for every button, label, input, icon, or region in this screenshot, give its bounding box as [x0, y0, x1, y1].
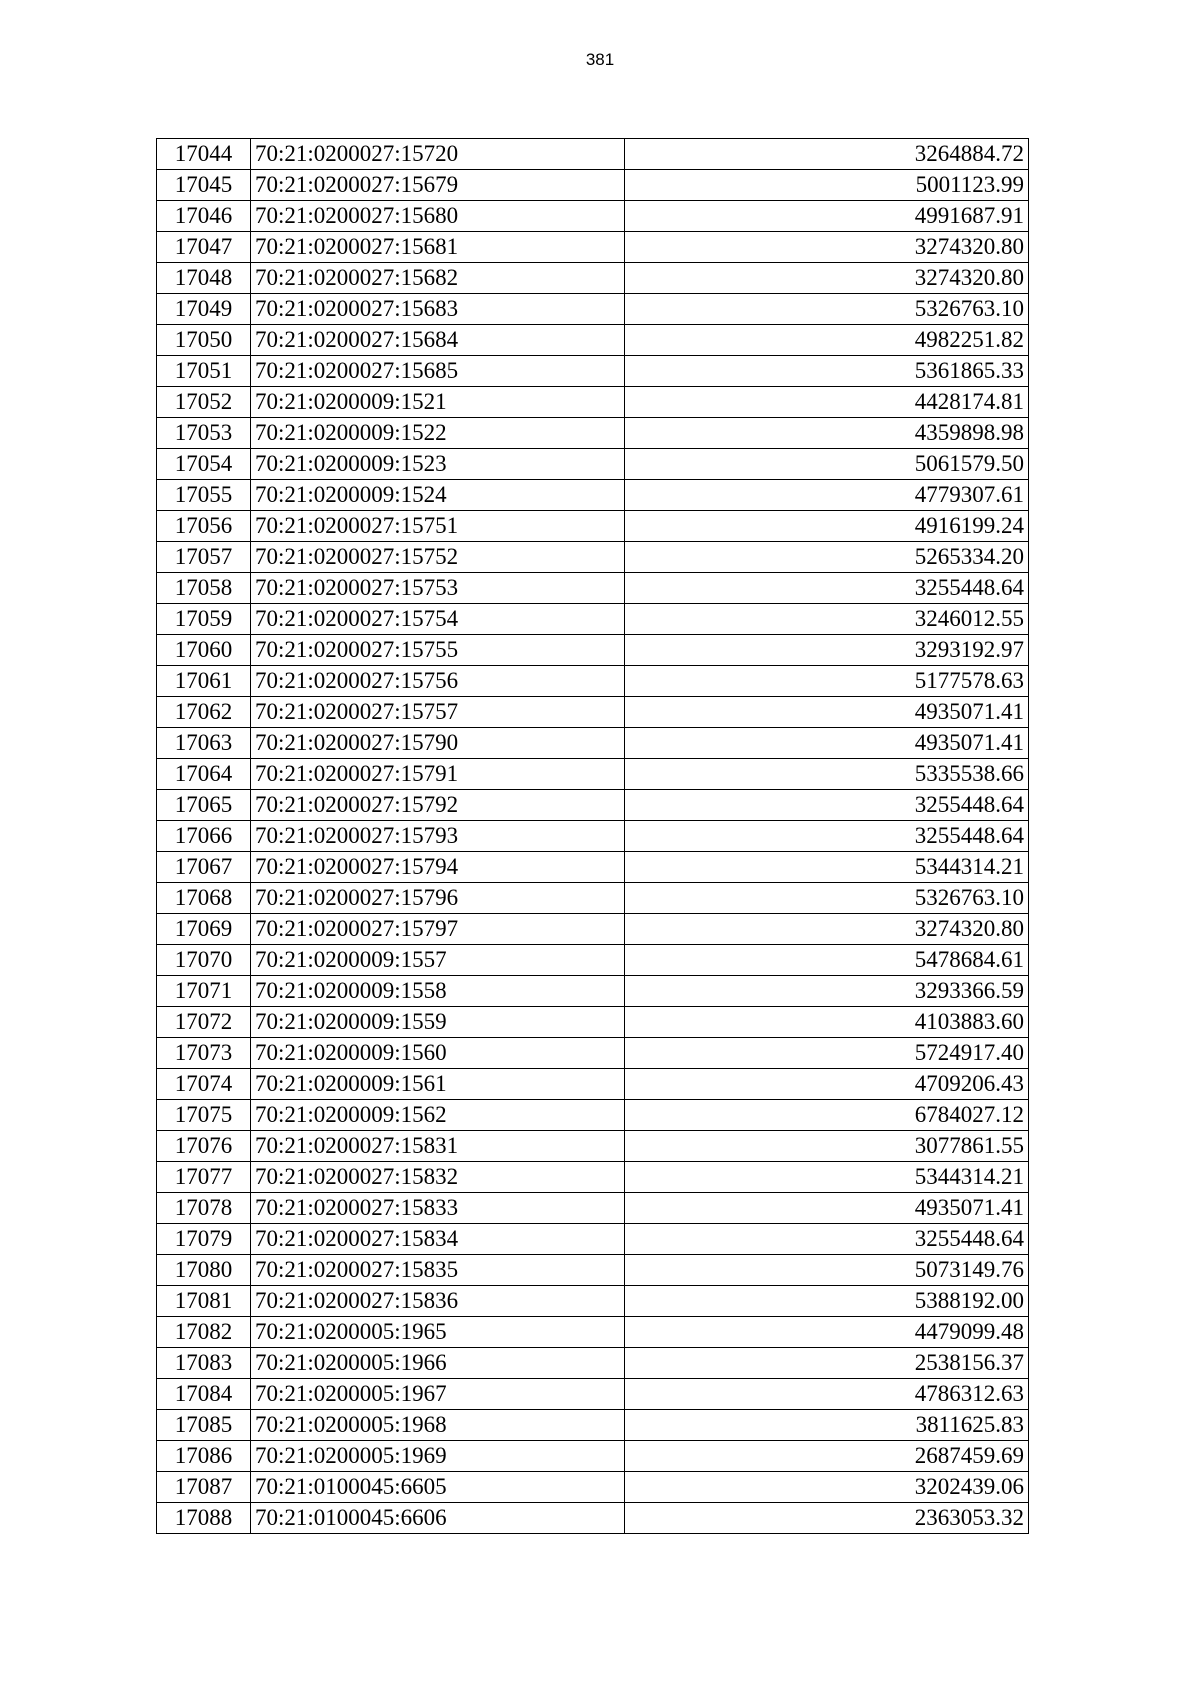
cadastral-number-cell: 70:21:0200027:15792 [251, 790, 625, 821]
table-row [157, 294, 1029, 325]
cadastral-number-cell: 70:21:0100045:6605 [251, 1472, 625, 1503]
cadastral-number-cell: 70:21:0200009:1558 [251, 976, 625, 1007]
table-row [157, 170, 1029, 201]
table-row [157, 263, 1029, 294]
row-number-cell: 17055 [157, 480, 251, 511]
row-number-cell: 17062 [157, 697, 251, 728]
table-row [157, 914, 1029, 945]
cadastral-number-cell: 70:21:0200027:15720 [251, 139, 625, 170]
table-body [157, 139, 1029, 1534]
row-number-cell: 17051 [157, 356, 251, 387]
table-row [157, 232, 1029, 263]
cadastral-value-cell: 4359898.98 [625, 418, 1029, 449]
row-number-cell: 17066 [157, 821, 251, 852]
cadastral-value-cell: 3293192.97 [625, 635, 1029, 666]
cadastral-value-cell: 5724917.40 [625, 1038, 1029, 1069]
row-number-cell: 17080 [157, 1255, 251, 1286]
cadastral-number-cell: 70:21:0100045:6606 [251, 1503, 625, 1534]
table-row [157, 1131, 1029, 1162]
cadastral-number-cell: 70:21:0200027:15754 [251, 604, 625, 635]
row-number-cell: 17076 [157, 1131, 251, 1162]
cadastral-number-cell: 70:21:0200009:1523 [251, 449, 625, 480]
row-number-cell: 17045 [157, 170, 251, 201]
cadastral-value-cell: 4786312.63 [625, 1379, 1029, 1410]
table-row [157, 1317, 1029, 1348]
cadastral-number-cell: 70:21:0200027:15682 [251, 263, 625, 294]
table-row [157, 325, 1029, 356]
cadastral-value-cell: 3274320.80 [625, 263, 1029, 294]
row-number-cell: 17054 [157, 449, 251, 480]
cadastral-value-cell: 4935071.41 [625, 1193, 1029, 1224]
cadastral-number-cell: 70:21:0200009:1561 [251, 1069, 625, 1100]
cadastral-value-cell: 3811625.83 [625, 1410, 1029, 1441]
table-row [157, 542, 1029, 573]
cadastral-number-cell: 70:21:0200027:15753 [251, 573, 625, 604]
cadastral-value-cell: 5361865.33 [625, 356, 1029, 387]
cadastral-number-cell: 70:21:0200027:15755 [251, 635, 625, 666]
cadastral-number-cell: 70:21:0200027:15833 [251, 1193, 625, 1224]
row-number-cell: 17053 [157, 418, 251, 449]
row-number-cell: 17082 [157, 1317, 251, 1348]
cadastral-number-cell: 70:21:0200027:15680 [251, 201, 625, 232]
cadastral-value-cell: 5344314.21 [625, 852, 1029, 883]
page-number: 381 [585, 50, 615, 69]
table-row [157, 759, 1029, 790]
cadastral-value-cell: 3274320.80 [625, 232, 1029, 263]
table-row [157, 356, 1029, 387]
row-number-cell: 17086 [157, 1441, 251, 1472]
cadastral-value-cell: 5177578.63 [625, 666, 1029, 697]
cadastral-number-cell: 70:21:0200027:15752 [251, 542, 625, 573]
cadastral-number-cell: 70:21:0200005:1968 [251, 1410, 625, 1441]
row-number-cell: 17073 [157, 1038, 251, 1069]
row-number-cell: 17050 [157, 325, 251, 356]
table-row [157, 573, 1029, 604]
table-row [157, 201, 1029, 232]
cadastral-number-cell: 70:21:0200005:1965 [251, 1317, 625, 1348]
cadastral-number-cell: 70:21:0200005:1967 [251, 1379, 625, 1410]
cadastral-number-cell: 70:21:0200027:15796 [251, 883, 625, 914]
row-number-cell: 17085 [157, 1410, 251, 1441]
row-number-cell: 17068 [157, 883, 251, 914]
cadastral-number-cell: 70:21:0200027:15683 [251, 294, 625, 325]
table-row [157, 635, 1029, 666]
table-row [157, 1100, 1029, 1131]
table-row [157, 1286, 1029, 1317]
cadastral-number-cell: 70:21:0200027:15751 [251, 511, 625, 542]
row-number-cell: 17061 [157, 666, 251, 697]
cadastral-value-cell: 4935071.41 [625, 697, 1029, 728]
cadastral-number-cell: 70:21:0200027:15793 [251, 821, 625, 852]
table-row [157, 1069, 1029, 1100]
row-number-cell: 17052 [157, 387, 251, 418]
cadastral-value-cell: 5073149.76 [625, 1255, 1029, 1286]
cadastral-value-cell: 4479099.48 [625, 1317, 1029, 1348]
cadastral-value-cell: 5061579.50 [625, 449, 1029, 480]
cadastral-value-cell: 5326763.10 [625, 294, 1029, 325]
cadastral-value-cell: 3293366.59 [625, 976, 1029, 1007]
row-number-cell: 17067 [157, 852, 251, 883]
cadastral-value-cell: 3202439.06 [625, 1472, 1029, 1503]
cadastral-number-cell: 70:21:0200027:15835 [251, 1255, 625, 1286]
table-row [157, 1472, 1029, 1503]
cadastral-number-cell: 70:21:0200009:1557 [251, 945, 625, 976]
row-number-cell: 17079 [157, 1224, 251, 1255]
table-row [157, 666, 1029, 697]
cadastral-value-cell: 5344314.21 [625, 1162, 1029, 1193]
cadastral-value-table [156, 138, 1029, 1534]
row-number-cell: 17072 [157, 1007, 251, 1038]
table-row [157, 1162, 1029, 1193]
row-number-cell: 17077 [157, 1162, 251, 1193]
cadastral-value-cell: 3255448.64 [625, 821, 1029, 852]
row-number-cell: 17081 [157, 1286, 251, 1317]
row-number-cell: 17059 [157, 604, 251, 635]
table-row [157, 387, 1029, 418]
cadastral-value-cell: 4991687.91 [625, 201, 1029, 232]
cadastral-value-cell: 3274320.80 [625, 914, 1029, 945]
row-number-cell: 17084 [157, 1379, 251, 1410]
table-row [157, 697, 1029, 728]
cadastral-value-cell: 4779307.61 [625, 480, 1029, 511]
table-row [157, 821, 1029, 852]
table-row [157, 945, 1029, 976]
cadastral-number-cell: 70:21:0200027:15836 [251, 1286, 625, 1317]
row-number-cell: 17056 [157, 511, 251, 542]
cadastral-value-cell: 5388192.00 [625, 1286, 1029, 1317]
cadastral-value-cell: 5478684.61 [625, 945, 1029, 976]
table-row [157, 449, 1029, 480]
row-number-cell: 17083 [157, 1348, 251, 1379]
table-row [157, 1038, 1029, 1069]
row-number-cell: 17048 [157, 263, 251, 294]
row-number-cell: 17065 [157, 790, 251, 821]
table-row [157, 1255, 1029, 1286]
cadastral-value-cell: 4709206.43 [625, 1069, 1029, 1100]
cadastral-number-cell: 70:21:0200009:1559 [251, 1007, 625, 1038]
cadastral-number-cell: 70:21:0200027:15831 [251, 1131, 625, 1162]
table-row [157, 480, 1029, 511]
cadastral-number-cell: 70:21:0200005:1966 [251, 1348, 625, 1379]
cadastral-value-cell: 4428174.81 [625, 387, 1029, 418]
row-number-cell: 17070 [157, 945, 251, 976]
row-number-cell: 17058 [157, 573, 251, 604]
cadastral-number-cell: 70:21:0200009:1524 [251, 480, 625, 511]
table-row [157, 852, 1029, 883]
row-number-cell: 17071 [157, 976, 251, 1007]
table-row [157, 1348, 1029, 1379]
cadastral-value-cell: 4916199.24 [625, 511, 1029, 542]
cadastral-number-cell: 70:21:0200027:15797 [251, 914, 625, 945]
cadastral-value-cell: 5335538.66 [625, 759, 1029, 790]
row-number-cell: 17064 [157, 759, 251, 790]
table-row [157, 976, 1029, 1007]
table-row [157, 1410, 1029, 1441]
cadastral-value-cell: 3246012.55 [625, 604, 1029, 635]
cadastral-value-cell: 2363053.32 [625, 1503, 1029, 1534]
table-row [157, 1007, 1029, 1038]
cadastral-value-cell: 5265334.20 [625, 542, 1029, 573]
cadastral-number-cell: 70:21:0200027:15790 [251, 728, 625, 759]
cadastral-value-cell: 5001123.99 [625, 170, 1029, 201]
cadastral-value-cell: 3255448.64 [625, 790, 1029, 821]
cadastral-number-cell: 70:21:0200027:15679 [251, 170, 625, 201]
table-row [157, 1193, 1029, 1224]
cadastral-number-cell: 70:21:0200027:15834 [251, 1224, 625, 1255]
cadastral-number-cell: 70:21:0200009:1560 [251, 1038, 625, 1069]
row-number-cell: 17060 [157, 635, 251, 666]
cadastral-value-cell: 3255448.64 [625, 1224, 1029, 1255]
cadastral-number-cell: 70:21:0200027:15681 [251, 232, 625, 263]
row-number-cell: 17047 [157, 232, 251, 263]
cadastral-number-cell: 70:21:0200009:1521 [251, 387, 625, 418]
table-row [157, 1503, 1029, 1534]
row-number-cell: 17069 [157, 914, 251, 945]
cadastral-number-cell: 70:21:0200027:15832 [251, 1162, 625, 1193]
cadastral-number-cell: 70:21:0200027:15685 [251, 356, 625, 387]
table-row [157, 728, 1029, 759]
table-row [157, 1224, 1029, 1255]
row-number-cell: 17063 [157, 728, 251, 759]
cadastral-value-cell: 3255448.64 [625, 573, 1029, 604]
cadastral-number-cell: 70:21:0200027:15756 [251, 666, 625, 697]
cadastral-number-cell: 70:21:0200027:15684 [251, 325, 625, 356]
cadastral-number-cell: 70:21:0200027:15791 [251, 759, 625, 790]
cadastral-number-cell: 70:21:0200027:15757 [251, 697, 625, 728]
cadastral-value-cell: 3264884.72 [625, 139, 1029, 170]
row-number-cell: 17075 [157, 1100, 251, 1131]
cadastral-number-cell: 70:21:0200005:1969 [251, 1441, 625, 1472]
cadastral-value-cell: 4103883.60 [625, 1007, 1029, 1038]
cadastral-value-cell: 5326763.10 [625, 883, 1029, 914]
table-row [157, 511, 1029, 542]
row-number-cell: 17088 [157, 1503, 251, 1534]
table-row [157, 418, 1029, 449]
cadastral-value-cell: 2538156.37 [625, 1348, 1029, 1379]
cadastral-value-cell: 3077861.55 [625, 1131, 1029, 1162]
cadastral-value-cell: 6784027.12 [625, 1100, 1029, 1131]
cadastral-number-cell: 70:21:0200009:1562 [251, 1100, 625, 1131]
table-row [157, 1379, 1029, 1410]
table-row [157, 604, 1029, 635]
row-number-cell: 17087 [157, 1472, 251, 1503]
table-row [157, 883, 1029, 914]
cadastral-value-cell: 4935071.41 [625, 728, 1029, 759]
table-row [157, 1441, 1029, 1472]
cadastral-value-cell: 2687459.69 [625, 1441, 1029, 1472]
table-row [157, 139, 1029, 170]
cadastral-number-cell: 70:21:0200027:15794 [251, 852, 625, 883]
row-number-cell: 17044 [157, 139, 251, 170]
cadastral-number-cell: 70:21:0200009:1522 [251, 418, 625, 449]
row-number-cell: 17057 [157, 542, 251, 573]
row-number-cell: 17046 [157, 201, 251, 232]
table-row [157, 790, 1029, 821]
row-number-cell: 17049 [157, 294, 251, 325]
row-number-cell: 17078 [157, 1193, 251, 1224]
row-number-cell: 17074 [157, 1069, 251, 1100]
cadastral-value-cell: 4982251.82 [625, 325, 1029, 356]
